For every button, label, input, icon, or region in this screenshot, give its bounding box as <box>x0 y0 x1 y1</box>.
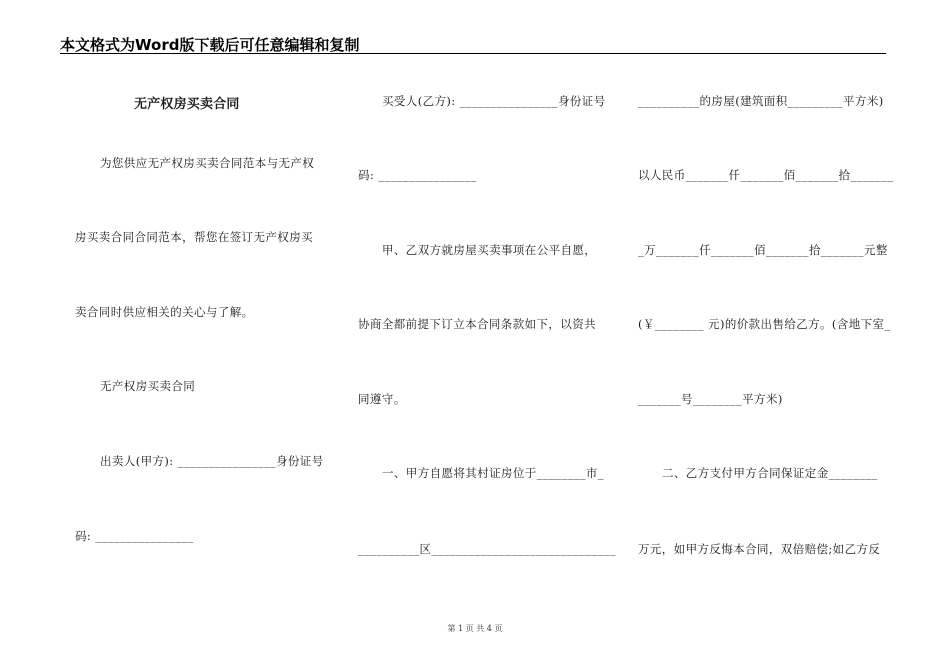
text-column-1 <box>60 0 330 672</box>
text-line: 以人民币_______仟_______佰_______拾_______ <box>638 168 894 182</box>
seller-id-line: 码: ________________ <box>75 529 194 543</box>
document-banner: 本文格式为Word版下载后可任意编辑和复制 <box>60 36 360 54</box>
buyer-line: 买受人(乙方): ________________身份证号 <box>382 94 606 108</box>
text-line: __________的房屋(建筑面积_________平方米) <box>638 94 884 108</box>
document-title: 无产权房买卖合同 <box>134 97 240 112</box>
text-line: 房买卖合同合同范本，帮您在签订无产权房买 <box>75 230 313 244</box>
clause-1-line: __________区______________________________ <box>358 542 616 556</box>
text-line: 卖合同时供应相关的关心与了解。 <box>75 305 254 319</box>
clause-1-line: 一、甲方自愿将其村证房位于________市_ <box>382 466 604 480</box>
text-line: 同遵守。 <box>358 392 406 406</box>
buyer-id-line: 码: ________________ <box>358 168 477 182</box>
text-line: _______号________平方米) <box>638 392 783 406</box>
seller-line: 出卖人(甲方): ________________身份证号 <box>100 454 324 468</box>
text-column-2 <box>358 0 616 672</box>
text-line: 无产权房买卖合同 <box>100 379 196 393</box>
clause-2-line: 二、乙方支付甲方合同保证定金________ <box>662 466 878 480</box>
page-footer: 第 1 页 共 4 页 <box>447 624 503 633</box>
text-column-3 <box>638 0 894 672</box>
text-line: (￥________ 元)的价款出售给乙方。(含地下室_ <box>638 317 891 331</box>
text-line: 协商全都前提下订立本合同条款如下，以资共 <box>358 317 596 331</box>
clause-2-line: 万元，如甲方反悔本合同，双倍赔偿;如乙方反 <box>638 542 881 556</box>
text-line: 为您供应无产权房买卖合同范本与无产权 <box>100 156 315 170</box>
text-line: 甲、乙双方就房屋买卖事项在公平自愿， <box>382 243 597 257</box>
text-line: _万_______仟_______佰_______拾_______元整 <box>638 243 888 257</box>
